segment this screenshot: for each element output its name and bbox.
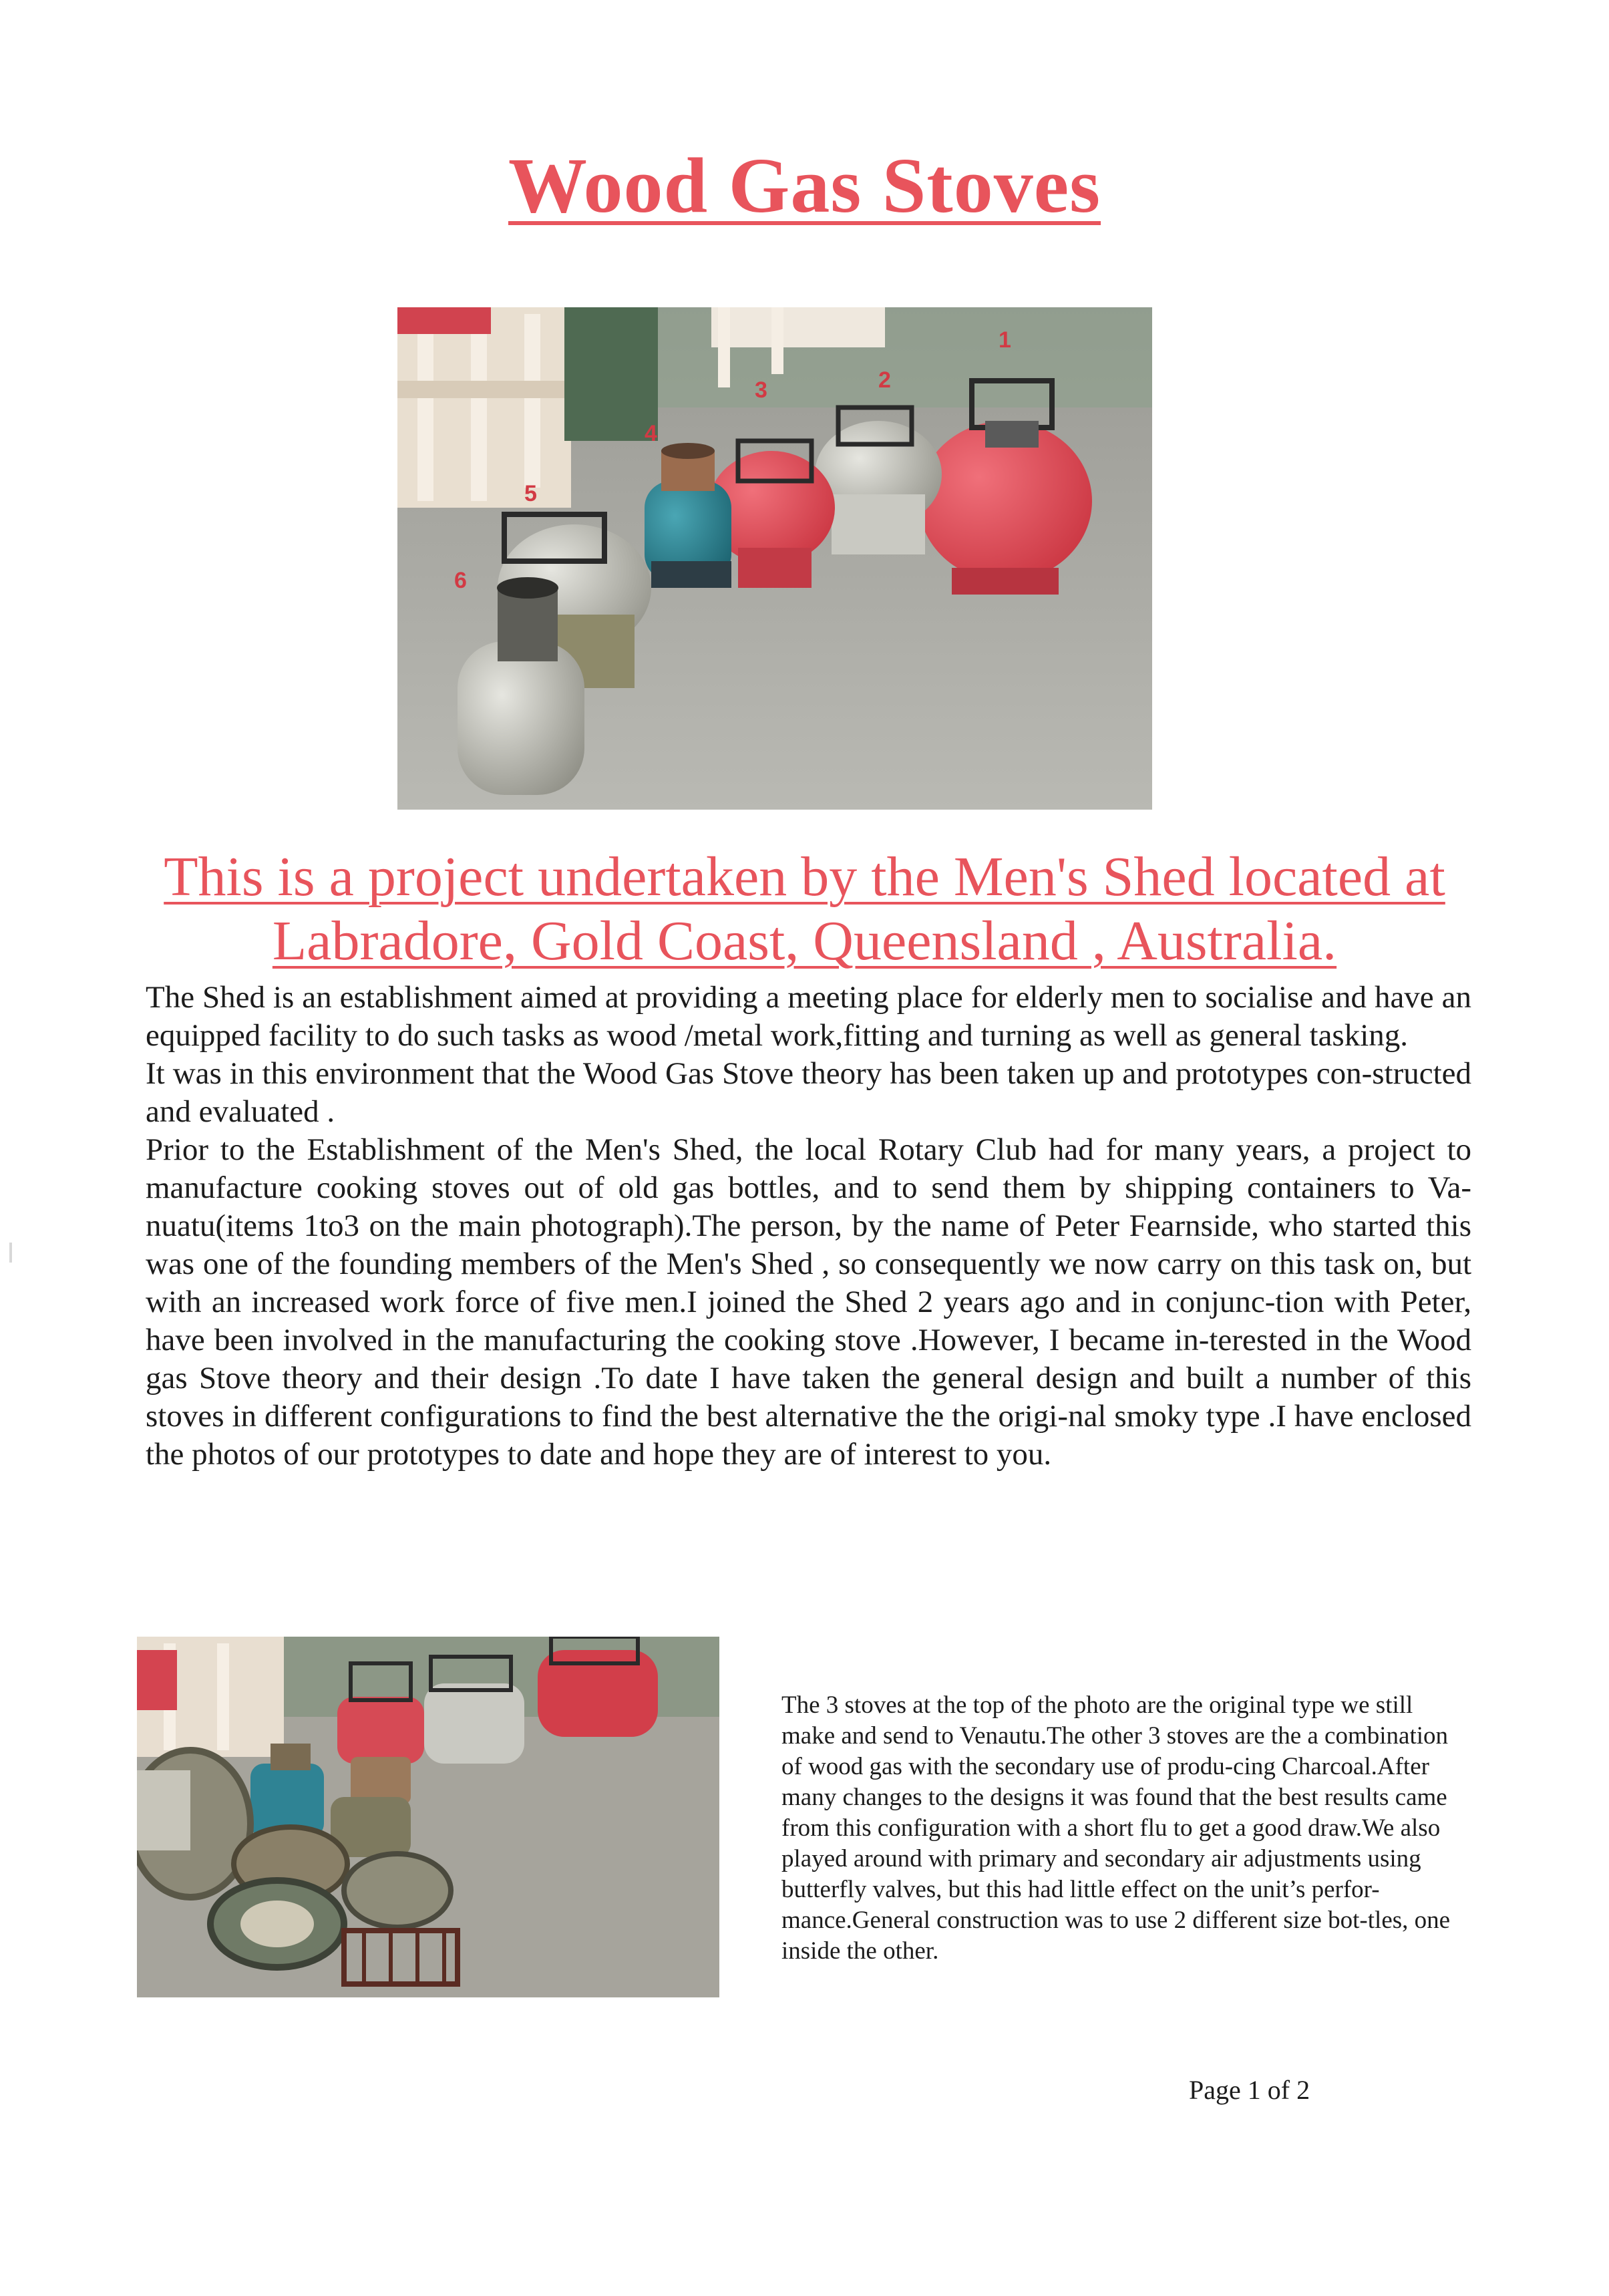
stove-label-3: 3: [755, 377, 767, 403]
paragraph: Prior to the Establishment of the Men's Shed, the local Rotary Club had for many years, a project to manufacture cooking stoves out of old gas bottles, and to send them by shipping containers to Va-nuatu(items 1to3 on the main photograph).The person, by the name of Peter Fearnside, who started this was one of the founding members of the Men's Shed , so consequently we now carry on this task on, but with an increased work force of five men.I joined the Shed 2 years ago and in conjunc-tion with Peter, have been involved in the manufacturing the cooking stove .However, I became in-terested in the Wood gas Stove theory and their design .To date I have taken the general design and built a number of this stoves in different configurations to find the best alternative the the origi-nal smoky type .I have enclosed the photos of our prototypes to date and hope they are of interest to you.: [146, 1132, 1471, 1472]
stove-label-2: 2: [878, 367, 891, 393]
scan-artifact: [9, 1243, 12, 1263]
paragraph: It was in this environment that the Wood Gas Stove theory has been taken up and prototypes con-structed and evaluated .: [146, 1056, 1471, 1129]
main-stoves-photo: [397, 307, 1152, 810]
prototype-stoves-photo: [137, 1637, 719, 1997]
stove-label-4: 4: [645, 421, 657, 446]
page-title: Wood Gas Stoves: [508, 142, 1101, 229]
project-subtitle: This is a project undertaken by the Men's Shed located at Labradore, Gold Coast, Queensland , Australia.: [164, 846, 1445, 972]
page-number: Page 1 of 2: [1189, 2075, 1310, 2105]
stove-label-6: 6: [454, 568, 467, 593]
paragraph: The Shed is an establishment aimed at providing a meeting place for elderly men to socialise and have an equipped facility to do such tasks as wood /metal work,fitting and turning as well as general tasking.: [146, 980, 1471, 1053]
photo-caption: The 3 stoves at the top of the photo are the original type we still make and send to Venautu.The other 3 stoves are the a combination of wood gas with the secondary use of produ-cing Charcoal.After many changes to the designs it was found that the best results came from this configuration with a short flu to get a good draw.We also played around with primary and secondary air adjustments using butterfly valves, but this had little effect on the unit’s perfor-mance.General construction was to use 2 different size bot-tles, one inside the other.: [781, 1691, 1451, 1965]
body-text: [146, 979, 1471, 1474]
stove-label-5: 5: [524, 481, 537, 506]
stove-label-1: 1: [999, 327, 1011, 353]
